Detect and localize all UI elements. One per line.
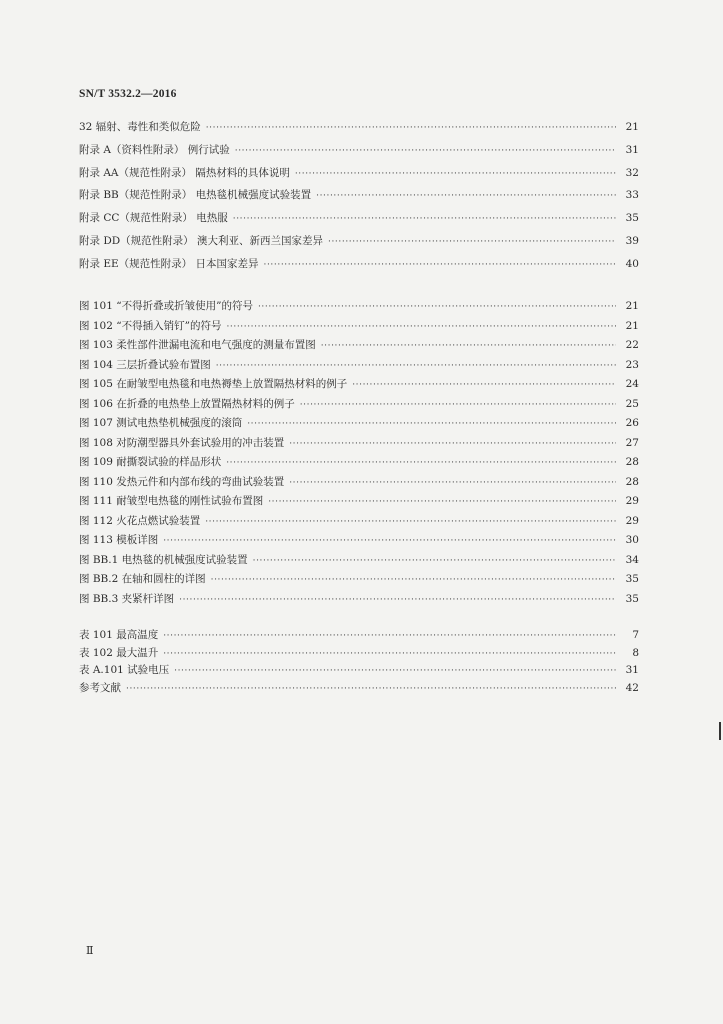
toc-entry-page: 35 [625, 592, 639, 605]
dot-leader [174, 663, 616, 679]
toc-entry-label: 表 A.101 试验电压 [79, 664, 170, 677]
toc-entry[interactable] [79, 256, 639, 272]
toc-entry-label: 附录 CC（规范性附录） 电热服 [79, 212, 228, 225]
toc-entry[interactable] [79, 645, 639, 661]
toc-entry-page: 29 [625, 495, 639, 507]
toc-entry-label: 附录 EE（规范性附录） 日本国家差异 [79, 257, 259, 270]
toc-entry-page: 33 [625, 189, 639, 202]
dot-leader [205, 514, 616, 530]
dot-leader [352, 377, 616, 393]
toc-entry-page: 21 [625, 300, 639, 312]
dot-leader [268, 494, 616, 510]
toc-entry[interactable] [79, 233, 639, 249]
toc-entry-label: 图 102 “不得插入销钉”的符号 [79, 319, 222, 332]
toc-entry-label: 附录 A（资料性附录） 例行试验 [79, 143, 230, 156]
toc-entry-page: 35 [625, 212, 639, 225]
toc-entry[interactable] [79, 591, 639, 607]
toc-entry-page: 31 [625, 664, 639, 677]
toc-entry[interactable] [79, 142, 639, 158]
toc-entry-label: 图 110 发热元件和内部布线的弯曲试验装置 [79, 475, 285, 488]
toc-entry[interactable] [79, 396, 639, 412]
toc-entry-label: 图 101 “不得折叠或折皱使用”的符号 [79, 300, 253, 312]
dot-leader [226, 455, 616, 471]
toc-entry-page: 28 [625, 475, 639, 488]
toc-entry-label: 图 109 耐撕裂试验的样品形状 [79, 456, 222, 468]
dot-leader [289, 475, 616, 491]
toc-entry[interactable] [79, 119, 639, 135]
toc-entry-label: 图 113 模板详图 [79, 534, 159, 546]
dot-leader [321, 338, 616, 354]
toc-entry[interactable] [79, 513, 639, 529]
dot-leader [216, 358, 616, 374]
toc-entry[interactable] [79, 165, 639, 181]
toc-entry-page: 21 [625, 121, 639, 133]
dot-leader [179, 592, 616, 608]
toc-entry-page: 24 [625, 378, 639, 390]
toc-entry-label: 图 111 耐皱型电热毯的刚性试验布置图 [79, 495, 264, 507]
dot-leader [226, 319, 616, 335]
toc-entry-label: 图 103 柔性部件泄漏电流和电气强度的测量布置图 [79, 339, 316, 351]
toc-entry-page: 7 [632, 629, 639, 641]
toc-entry[interactable] [79, 571, 639, 587]
dot-leader [264, 257, 616, 273]
toc-entry-page: 40 [625, 257, 639, 270]
toc-entry-label: 图 104 三层折叠试验布置图 [79, 358, 211, 371]
toc-entry-page: 25 [625, 397, 639, 410]
toc-entry[interactable] [79, 493, 639, 509]
dot-leader [163, 628, 616, 644]
standard-code-header: SN/T 3532.2—2016 [79, 88, 177, 100]
dot-leader [295, 166, 616, 182]
toc-entry-label: 图 112 火花点燃试验装置 [79, 514, 201, 527]
toc-entry[interactable] [79, 337, 639, 353]
toc-entry-page: 21 [625, 319, 639, 332]
toc-entry-page: 29 [625, 514, 639, 527]
toc-entry-page: 35 [625, 573, 639, 585]
dot-leader [300, 397, 616, 413]
dot-leader [235, 143, 616, 159]
toc-entry[interactable] [79, 435, 639, 451]
toc-entry[interactable] [79, 454, 639, 470]
toc-entry-page: 32 [625, 166, 639, 179]
toc-entry-label: 附录 DD（规范性附录） 澳大利亚、新西兰国家差异 [79, 235, 324, 247]
toc-entry[interactable] [79, 552, 639, 568]
toc-entry-page: 34 [625, 553, 639, 566]
toc-entry-page: 27 [625, 436, 639, 449]
toc-entry-page: 26 [625, 417, 639, 429]
dot-leader [211, 572, 616, 588]
toc-entry-label: 图 105 在耐皱型电热毯和电热褥垫上放置隔热材料的例子 [79, 378, 348, 390]
toc-entry-label: 图 107 测试电热垫机械强度的滚筒 [79, 417, 243, 429]
toc-entry[interactable] [79, 210, 639, 226]
scan-edge-mark [719, 722, 721, 740]
toc-entry[interactable] [79, 376, 639, 392]
toc-entry[interactable] [79, 662, 639, 678]
toc-entry-label: 表 102 最大温升 [79, 646, 159, 659]
toc-entry-page: 39 [625, 235, 639, 247]
toc-entry-label: 参考文献 [79, 681, 121, 694]
dot-leader [126, 681, 616, 697]
toc-entry[interactable] [79, 532, 639, 548]
dot-leader [233, 211, 616, 227]
dot-leader [206, 120, 616, 136]
toc-entry-page: 42 [625, 681, 639, 694]
toc-entry-page: 22 [625, 339, 639, 351]
toc-entry[interactable] [79, 298, 639, 314]
toc-entry[interactable] [79, 627, 639, 643]
toc-entry[interactable] [79, 680, 639, 696]
dot-leader [163, 533, 616, 549]
toc-entry-page: 31 [625, 143, 639, 156]
toc-entry-label: 附录 BB（规范性附录） 电热毯机械强度试验装置 [79, 189, 312, 202]
toc-entry-label: 图 BB.2 在轴和圆柱的详图 [79, 573, 206, 585]
toc-entry[interactable] [79, 187, 639, 203]
dot-leader [328, 234, 616, 250]
toc-entry-page: 30 [625, 534, 639, 546]
dot-leader [289, 436, 616, 452]
dot-leader [316, 188, 616, 204]
toc-entry-label: 图 BB.1 电热毯的机械强度试验装置 [79, 553, 248, 566]
toc-entry[interactable] [79, 357, 639, 373]
toc-entry[interactable] [79, 474, 639, 490]
toc-entry-label: 图 BB.3 夹紧杆详图 [79, 592, 175, 605]
toc-entry-page: 8 [632, 646, 639, 659]
toc-entry-label: 图 108 对防潮型器具外套试验用的冲击装置 [79, 436, 285, 449]
toc-entry-page: 28 [625, 456, 639, 468]
dot-leader [247, 416, 616, 432]
toc-entry-page: 23 [625, 358, 639, 371]
toc-entry-label: 表 101 最高温度 [79, 629, 159, 641]
toc-entry[interactable] [79, 415, 639, 431]
page-number: Ⅱ [86, 945, 94, 957]
toc-entry-label: 32 辐射、毒性和类似危险 [79, 121, 201, 133]
toc-entry-label: 附录 AA（规范性附录） 隔热材料的具体说明 [79, 166, 290, 179]
toc-entry[interactable] [79, 318, 639, 334]
dot-leader [258, 299, 616, 315]
dot-leader [253, 553, 616, 569]
dot-leader [163, 646, 616, 662]
toc-entry-label: 图 106 在折叠的电热垫上放置隔热材料的例子 [79, 397, 295, 410]
